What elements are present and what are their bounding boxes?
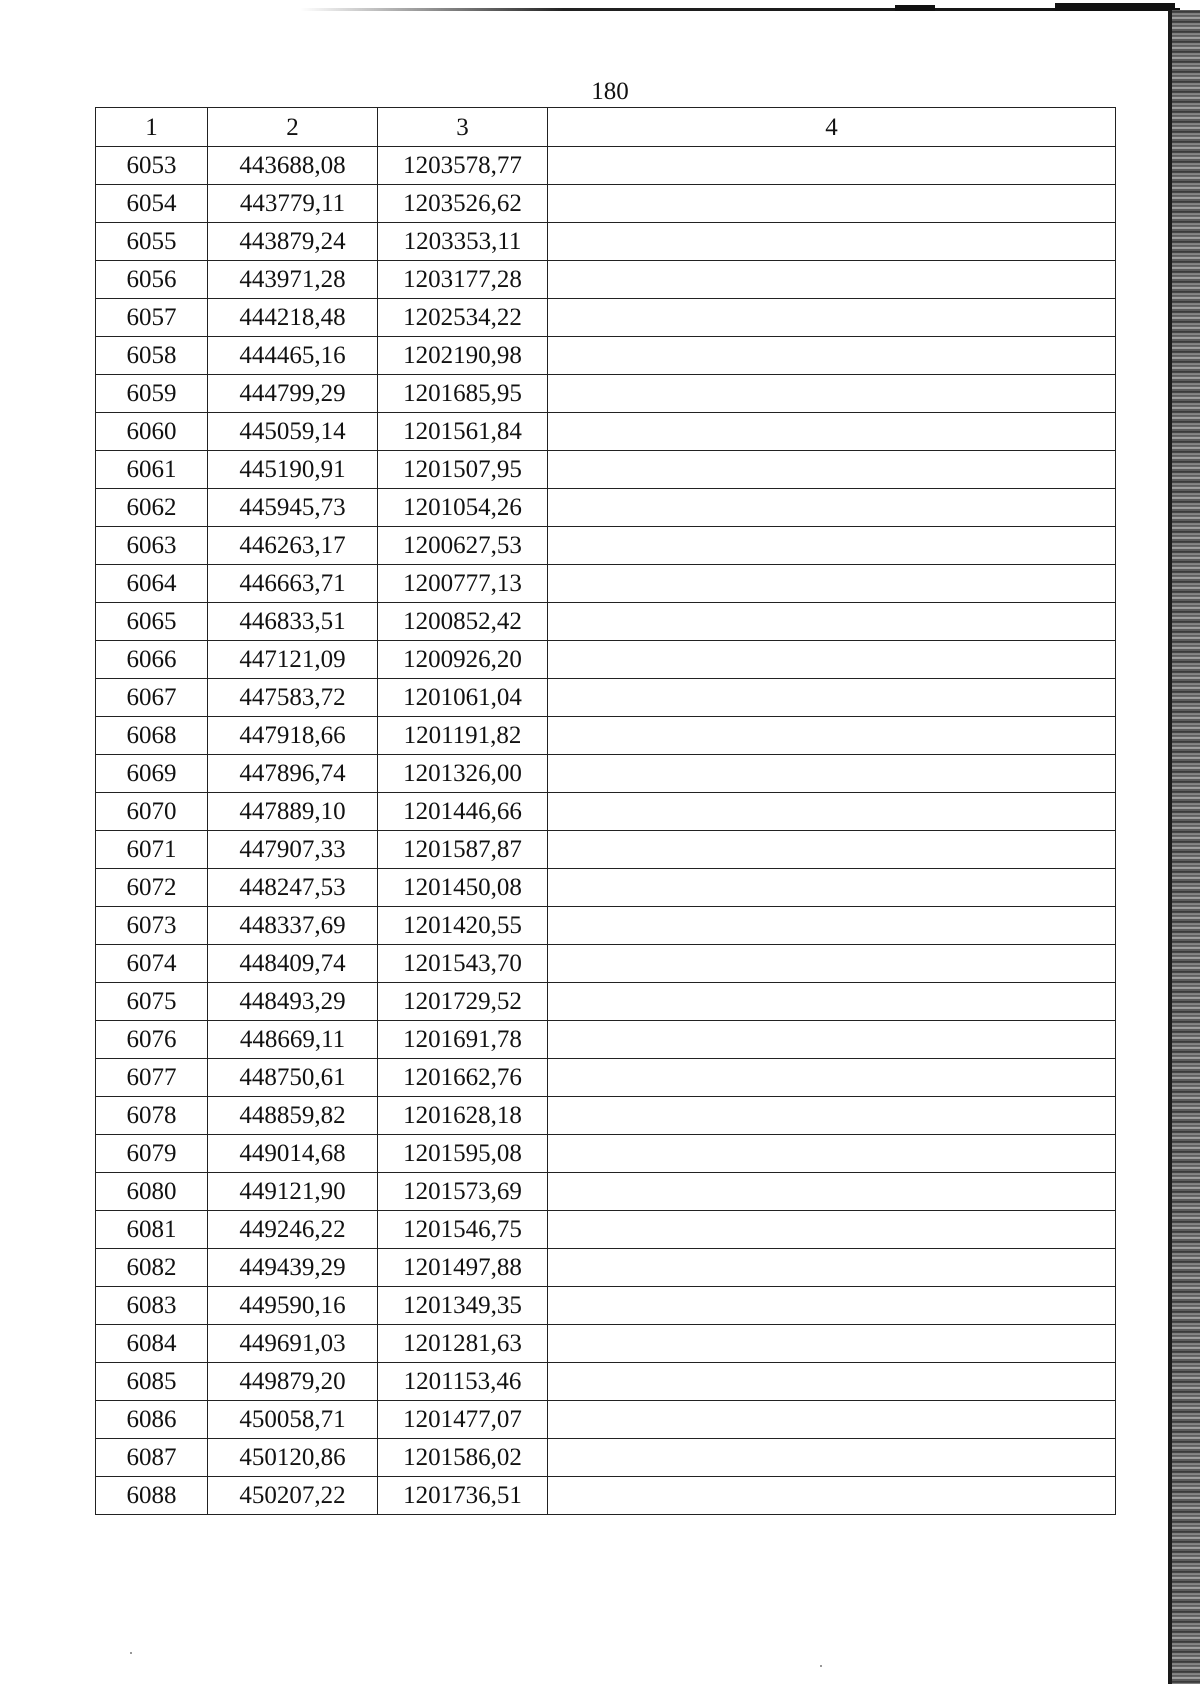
point-number-cell: 6082 <box>96 1249 208 1287</box>
note-cell <box>548 527 1116 565</box>
x-coordinate-cell: 447121,09 <box>208 641 378 679</box>
y-coordinate-cell: 1201662,76 <box>378 1059 548 1097</box>
note-cell <box>548 451 1116 489</box>
table-row <box>96 337 1116 375</box>
x-coordinate-cell: 446663,71 <box>208 565 378 603</box>
note-cell <box>548 1211 1116 1249</box>
point-number-cell: 6081 <box>96 1211 208 1249</box>
y-coordinate-cell: 1201477,07 <box>378 1401 548 1439</box>
table-row <box>96 793 1116 831</box>
x-coordinate-cell: 449590,16 <box>208 1287 378 1325</box>
table-row <box>96 1477 1116 1515</box>
table-row <box>96 1021 1116 1059</box>
note-cell <box>548 147 1116 185</box>
note-cell <box>548 679 1116 717</box>
note-cell <box>548 1249 1116 1287</box>
point-number-cell: 6087 <box>96 1439 208 1477</box>
table-row <box>96 983 1116 1021</box>
table-row <box>96 1059 1116 1097</box>
y-coordinate-cell: 1201586,02 <box>378 1439 548 1477</box>
x-coordinate-cell: 444465,16 <box>208 337 378 375</box>
table-row <box>96 717 1116 755</box>
y-coordinate-cell: 1201497,88 <box>378 1249 548 1287</box>
table-row <box>96 603 1116 641</box>
x-coordinate-cell: 449121,90 <box>208 1173 378 1211</box>
table-row <box>96 413 1116 451</box>
table-row <box>96 907 1116 945</box>
note-cell <box>548 1059 1116 1097</box>
x-coordinate-cell: 444218,48 <box>208 299 378 337</box>
point-number-cell: 6075 <box>96 983 208 1021</box>
table-body <box>96 147 1116 1515</box>
note-cell <box>548 983 1116 1021</box>
column-header: 4 <box>548 108 1116 147</box>
table-row <box>96 261 1116 299</box>
x-coordinate-cell: 448669,11 <box>208 1021 378 1059</box>
y-coordinate-cell: 1203177,28 <box>378 261 548 299</box>
y-coordinate-cell: 1201685,95 <box>378 375 548 413</box>
x-coordinate-cell: 449691,03 <box>208 1325 378 1363</box>
note-cell <box>548 793 1116 831</box>
scan-speck <box>820 1665 822 1667</box>
y-coordinate-cell: 1203526,62 <box>378 185 548 223</box>
point-number-cell: 6059 <box>96 375 208 413</box>
y-coordinate-cell: 1201326,00 <box>378 755 548 793</box>
y-coordinate-cell: 1201729,52 <box>378 983 548 1021</box>
column-header: 2 <box>208 108 378 147</box>
point-number-cell: 6063 <box>96 527 208 565</box>
point-number-cell: 6064 <box>96 565 208 603</box>
y-coordinate-cell: 1201691,78 <box>378 1021 548 1059</box>
table-row <box>96 755 1116 793</box>
y-coordinate-cell: 1200852,42 <box>378 603 548 641</box>
y-coordinate-cell: 1200926,20 <box>378 641 548 679</box>
x-coordinate-cell: 445945,73 <box>208 489 378 527</box>
table-row <box>96 375 1116 413</box>
x-coordinate-cell: 450058,71 <box>208 1401 378 1439</box>
y-coordinate-cell: 1201153,46 <box>378 1363 548 1401</box>
x-coordinate-cell: 443971,28 <box>208 261 378 299</box>
x-coordinate-cell: 448247,53 <box>208 869 378 907</box>
note-cell <box>548 907 1116 945</box>
y-coordinate-cell: 1201191,82 <box>378 717 548 755</box>
x-coordinate-cell: 448409,74 <box>208 945 378 983</box>
point-number-cell: 6061 <box>96 451 208 489</box>
x-coordinate-cell: 446263,17 <box>208 527 378 565</box>
x-coordinate-cell: 447583,72 <box>208 679 378 717</box>
table-row <box>96 147 1116 185</box>
x-coordinate-cell: 449246,22 <box>208 1211 378 1249</box>
scan-top-mark <box>1055 3 1175 11</box>
point-number-cell: 6077 <box>96 1059 208 1097</box>
note-cell <box>548 185 1116 223</box>
note-cell <box>548 1287 1116 1325</box>
note-cell <box>548 261 1116 299</box>
note-cell <box>548 337 1116 375</box>
y-coordinate-cell: 1203353,11 <box>378 223 548 261</box>
note-cell <box>548 641 1116 679</box>
x-coordinate-cell: 450207,22 <box>208 1477 378 1515</box>
table-row <box>96 1173 1116 1211</box>
y-coordinate-cell: 1201281,63 <box>378 1325 548 1363</box>
note-cell <box>548 1401 1116 1439</box>
table-row <box>96 1401 1116 1439</box>
table-row <box>96 1363 1116 1401</box>
y-coordinate-cell: 1201450,08 <box>378 869 548 907</box>
x-coordinate-cell: 443779,11 <box>208 185 378 223</box>
x-coordinate-cell: 447889,10 <box>208 793 378 831</box>
note-cell <box>548 565 1116 603</box>
point-number-cell: 6055 <box>96 223 208 261</box>
point-number-cell: 6084 <box>96 1325 208 1363</box>
x-coordinate-cell: 448859,82 <box>208 1097 378 1135</box>
note-cell <box>548 299 1116 337</box>
point-number-cell: 6070 <box>96 793 208 831</box>
note-cell <box>548 1363 1116 1401</box>
point-number-cell: 6076 <box>96 1021 208 1059</box>
table-row <box>96 489 1116 527</box>
page-number: 180 <box>591 78 629 105</box>
table-row <box>96 223 1116 261</box>
y-coordinate-cell: 1201543,70 <box>378 945 548 983</box>
note-cell <box>548 1021 1116 1059</box>
table-row <box>96 1287 1116 1325</box>
point-number-cell: 6074 <box>96 945 208 983</box>
table-row <box>96 185 1116 223</box>
point-number-cell: 6079 <box>96 1135 208 1173</box>
scan-speck <box>130 1652 132 1654</box>
x-coordinate-cell: 445059,14 <box>208 413 378 451</box>
point-number-cell: 6085 <box>96 1363 208 1401</box>
note-cell <box>548 413 1116 451</box>
table-row <box>96 1325 1116 1363</box>
note-cell <box>548 1097 1116 1135</box>
y-coordinate-cell: 1201349,35 <box>378 1287 548 1325</box>
table-row <box>96 831 1116 869</box>
point-number-cell: 6054 <box>96 185 208 223</box>
y-coordinate-cell: 1201054,26 <box>378 489 548 527</box>
point-number-cell: 6060 <box>96 413 208 451</box>
y-coordinate-cell: 1200627,53 <box>378 527 548 565</box>
x-coordinate-cell: 445190,91 <box>208 451 378 489</box>
point-number-cell: 6071 <box>96 831 208 869</box>
x-coordinate-cell: 449014,68 <box>208 1135 378 1173</box>
table-row <box>96 869 1116 907</box>
y-coordinate-cell: 1201736,51 <box>378 1477 548 1515</box>
point-number-cell: 6065 <box>96 603 208 641</box>
point-number-cell: 6083 <box>96 1287 208 1325</box>
point-number-cell: 6068 <box>96 717 208 755</box>
table-row <box>96 1135 1116 1173</box>
y-coordinate-cell: 1201587,87 <box>378 831 548 869</box>
point-number-cell: 6053 <box>96 147 208 185</box>
note-cell <box>548 945 1116 983</box>
table-header <box>96 108 1116 147</box>
point-number-cell: 6069 <box>96 755 208 793</box>
note-cell <box>548 831 1116 869</box>
point-number-cell: 6086 <box>96 1401 208 1439</box>
y-coordinate-cell: 1201573,69 <box>378 1173 548 1211</box>
x-coordinate-cell: 443688,08 <box>208 147 378 185</box>
y-coordinate-cell: 1202534,22 <box>378 299 548 337</box>
point-number-cell: 6067 <box>96 679 208 717</box>
x-coordinate-cell: 448750,61 <box>208 1059 378 1097</box>
coordinates-table <box>95 107 1116 1515</box>
point-number-cell: 6088 <box>96 1477 208 1515</box>
note-cell <box>548 375 1116 413</box>
table-row <box>96 945 1116 983</box>
table-row <box>96 451 1116 489</box>
note-cell <box>548 755 1116 793</box>
point-number-cell: 6078 <box>96 1097 208 1135</box>
point-number-cell: 6073 <box>96 907 208 945</box>
table-row <box>96 1211 1116 1249</box>
header-row <box>96 108 1116 147</box>
point-number-cell: 6072 <box>96 869 208 907</box>
table-row <box>96 527 1116 565</box>
note-cell <box>548 1325 1116 1363</box>
table-row <box>96 565 1116 603</box>
point-number-cell: 6066 <box>96 641 208 679</box>
x-coordinate-cell: 450120,86 <box>208 1439 378 1477</box>
y-coordinate-cell: 1201561,84 <box>378 413 548 451</box>
y-coordinate-cell: 1200777,13 <box>378 565 548 603</box>
note-cell <box>548 1477 1116 1515</box>
point-number-cell: 6080 <box>96 1173 208 1211</box>
x-coordinate-cell: 447896,74 <box>208 755 378 793</box>
x-coordinate-cell: 443879,24 <box>208 223 378 261</box>
y-coordinate-cell: 1201061,04 <box>378 679 548 717</box>
y-coordinate-cell: 1201628,18 <box>378 1097 548 1135</box>
scan-top-mark <box>895 5 935 11</box>
table-row <box>96 679 1116 717</box>
scan-top-rule <box>300 8 1180 11</box>
column-header: 1 <box>96 108 208 147</box>
y-coordinate-cell: 1202190,98 <box>378 337 548 375</box>
note-cell <box>548 717 1116 755</box>
x-coordinate-cell: 449439,29 <box>208 1249 378 1287</box>
x-coordinate-cell: 448337,69 <box>208 907 378 945</box>
column-header: 3 <box>378 108 548 147</box>
note-cell <box>548 1173 1116 1211</box>
table-row <box>96 1249 1116 1287</box>
note-cell <box>548 489 1116 527</box>
scan-page-edge <box>1172 10 1200 1684</box>
note-cell <box>548 603 1116 641</box>
y-coordinate-cell: 1201507,95 <box>378 451 548 489</box>
point-number-cell: 6056 <box>96 261 208 299</box>
x-coordinate-cell: 444799,29 <box>208 375 378 413</box>
note-cell <box>548 223 1116 261</box>
table-row <box>96 1439 1116 1477</box>
table-row <box>96 299 1116 337</box>
x-coordinate-cell: 447907,33 <box>208 831 378 869</box>
x-coordinate-cell: 449879,20 <box>208 1363 378 1401</box>
y-coordinate-cell: 1201546,75 <box>378 1211 548 1249</box>
table-row <box>96 641 1116 679</box>
point-number-cell: 6058 <box>96 337 208 375</box>
note-cell <box>548 1135 1116 1173</box>
note-cell <box>548 1439 1116 1477</box>
point-number-cell: 6062 <box>96 489 208 527</box>
x-coordinate-cell: 447918,66 <box>208 717 378 755</box>
y-coordinate-cell: 1203578,77 <box>378 147 548 185</box>
note-cell <box>548 869 1116 907</box>
point-number-cell: 6057 <box>96 299 208 337</box>
x-coordinate-cell: 446833,51 <box>208 603 378 641</box>
y-coordinate-cell: 1201446,66 <box>378 793 548 831</box>
y-coordinate-cell: 1201420,55 <box>378 907 548 945</box>
y-coordinate-cell: 1201595,08 <box>378 1135 548 1173</box>
x-coordinate-cell: 448493,29 <box>208 983 378 1021</box>
table-row <box>96 1097 1116 1135</box>
